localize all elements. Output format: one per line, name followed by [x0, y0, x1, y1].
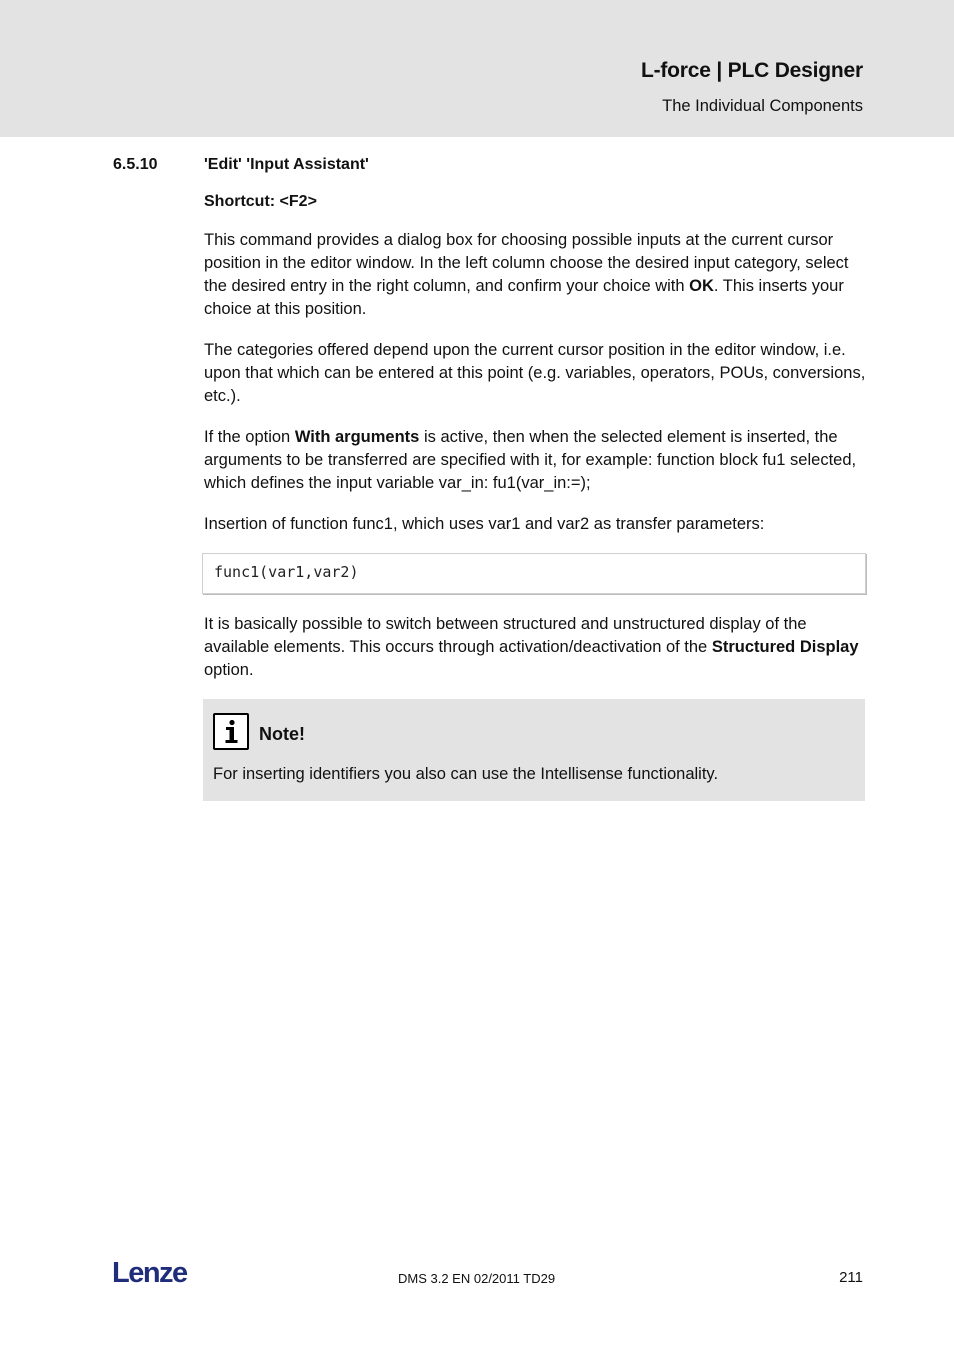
structured-display-keyword: Structured Display: [711, 638, 859, 656]
shortcut-label: Shortcut: <F2>: [204, 193, 317, 210]
ok-keyword: OK: [689, 277, 714, 295]
paragraph-1-text-c: . This inserts your choice at this position.: [204, 277, 844, 318]
note-text: For inserting identifiers you also can use the Intellisense functionality.: [213, 765, 719, 783]
paragraph-5-text-a: It is basically possible to switch between structured and unstructured display of the available elements. This occurs through activation/deactivation of the: [204, 615, 807, 656]
info-icon: [213, 713, 249, 750]
page-header: [0, 0, 954, 137]
page-number: 211: [839, 1269, 863, 1286]
paragraph-3-text-a: If the option: [204, 428, 295, 446]
note-box: [203, 699, 865, 801]
paragraph-2: The categories offered depend upon the current cursor position in the editor window, i.e. upon that which can be entered at this point (e.g. variables, operators, POUs, conversions, etc.).: [204, 341, 866, 405]
paragraph-3: [204, 426, 868, 495]
section-title: 'Edit' 'Input Assistant': [204, 156, 369, 173]
code-example-box: [202, 553, 866, 594]
note-title: Note!: [259, 724, 305, 744]
paragraph-1: [204, 229, 868, 321]
with-arguments-keyword: With arguments: [294, 428, 420, 446]
section-number: 6.5.10: [113, 156, 158, 173]
paragraph-4: Insertion of function func1, which uses var1 and var2 as transfer parameters:: [204, 515, 765, 533]
header-title: L-force | PLC Designer: [640, 59, 863, 82]
code-example: func1(var1,var2): [214, 563, 359, 581]
paragraph-3-text-c: is active, then when the selected element is inserted, the arguments to be transferred are specified with it, for example: function block fu1 selected, which defines the input variable var_in: fu1(var_in:=);: [204, 428, 857, 492]
header-subtitle: The Individual Components: [662, 97, 863, 115]
paragraph-5-text-c: option.: [204, 661, 254, 679]
paragraph-1-text-a: This command provides a dialog box for choosing possible inputs at the current cursor position in the editor window. In the left column choose the desired input category, select the desired entry in the right column, and confirm your choice with: [204, 231, 849, 295]
paragraph-5: [204, 613, 868, 682]
footer-doc-id: DMS 3.2 EN 02/2011 TD29: [398, 1271, 556, 1286]
lenze-logo: Lenze: [112, 1257, 187, 1289]
